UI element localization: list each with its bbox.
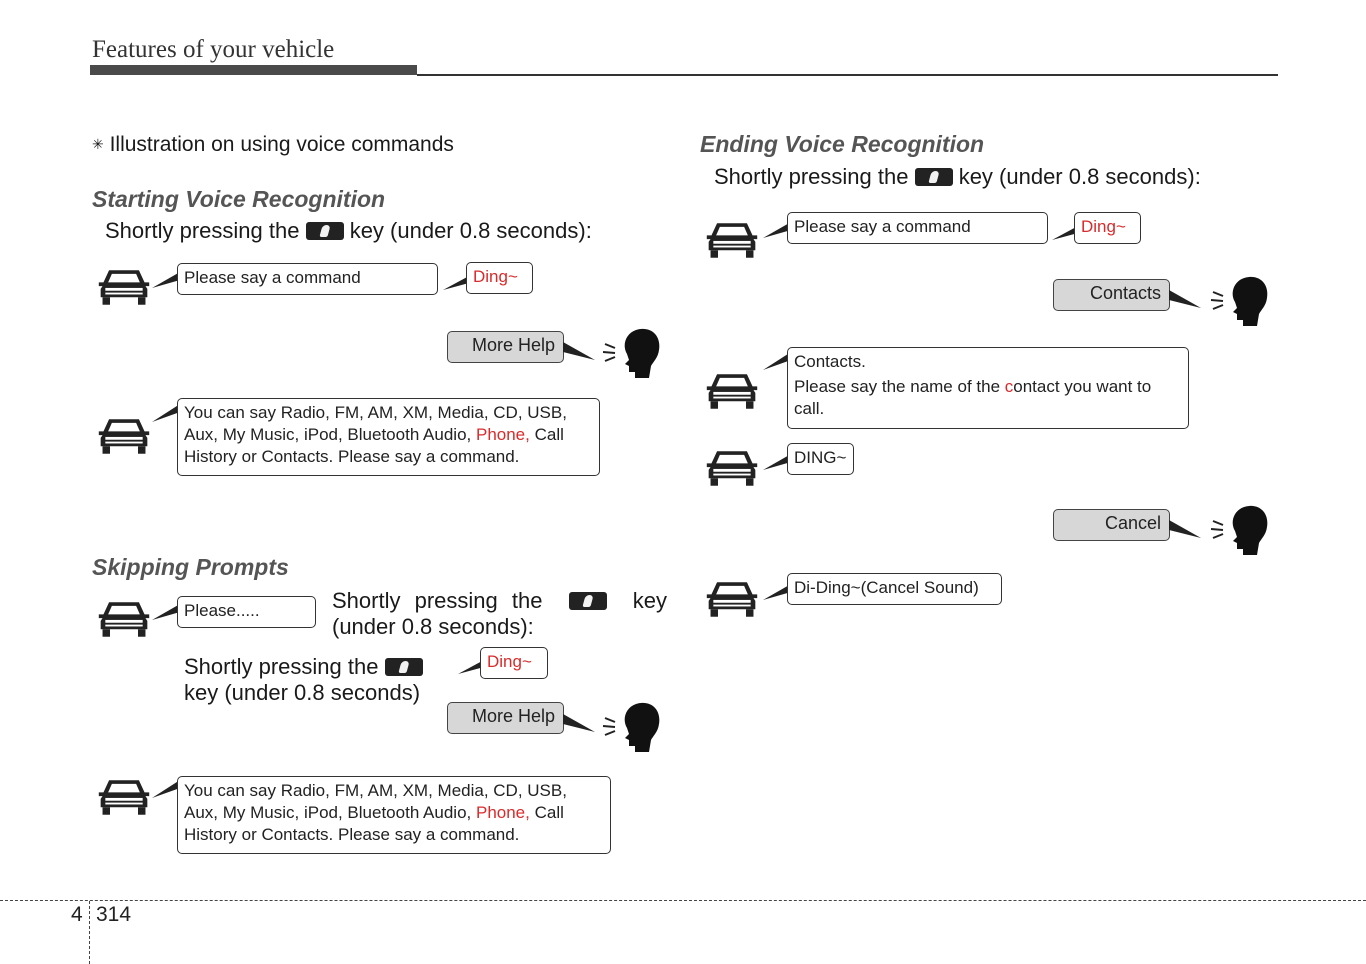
response-line: Please say the name of the contact you want to [794,377,1152,396]
ding-bubble: Ding~ [466,262,533,294]
instr-text: (under 0.8 seconds): [332,614,534,639]
instr-text: key (under 0.8 seconds): [349,218,592,243]
ding-bubble: Ding~ [1074,212,1141,244]
response-line: History or Contacts. Please say a command. [184,447,520,466]
prompt-bubble: Please..... [177,596,316,628]
chapter-number: 4 [71,903,83,926]
ding-bubble: DING~ [787,443,854,475]
skip-instruction-1 [332,588,667,640]
voice-key-icon [569,592,607,610]
instr-text: Shortly pressing the [184,654,379,679]
speaking-head-icon [598,700,664,756]
user-command-more-help: More Help [447,702,564,734]
car-icon [704,578,760,620]
prompt-bubble: Please say a command [787,212,1048,244]
prompt-bubble: Please say a command [177,263,438,295]
instr-text: Shortly pressing the [714,164,909,189]
voice-key-icon [915,168,953,186]
speech-pointer [1169,286,1203,312]
heading-starting: Starting Voice Recognition [92,186,386,212]
intro-note [92,133,454,157]
contacts-response-bubble [787,347,1189,429]
speech-pointer [563,710,597,736]
instr-text: Shortly pressing the [105,218,300,243]
intro-text: Illustration on using voice commands [109,133,454,156]
heading-ending: Ending Voice Recognition [700,131,985,157]
response-line: call. [794,399,825,418]
user-command-more-help: More Help [447,331,564,363]
instr-text: key (under 0.8 seconds): [958,164,1201,189]
response-line: Aux, My Music, iPod, Bluetooth Audio, Phone, Call [184,425,564,444]
response-line: You can say Radio, FM, AM, XM, Media, CD, USB, [184,781,567,800]
ding-bubble: Ding~ [480,647,548,679]
speaking-head-icon [1206,503,1272,559]
response-bubble [177,776,611,854]
header-bar [90,65,417,75]
response-line: Contacts. [794,352,866,371]
response-line: You can say Radio, FM, AM, XM, Media, CD, USB, [184,403,567,422]
response-line: History or Contacts. Please say a command. [184,825,520,844]
car-icon [96,266,152,308]
user-command-contacts: Contacts [1053,279,1170,311]
car-icon [96,776,152,818]
instr-text: key [632,588,667,613]
instr-text: Shortly pressing the [332,588,543,613]
heading-skipping: Skipping Prompts [92,554,289,580]
car-icon [704,447,760,489]
page-number: 314 [96,903,132,926]
car-icon [704,370,760,412]
speaking-head-icon [1206,274,1272,330]
starting-instruction [105,218,592,244]
response-bubble [177,398,600,476]
asterisk-icon: ✳ [92,136,104,152]
car-icon [96,598,152,640]
voice-key-icon [385,658,423,676]
speech-pointer [1169,516,1203,542]
page-header-title: Features of your vehicle [92,36,335,63]
cancel-response-bubble: Di-Ding~(Cancel Sound) [787,573,1002,605]
header-rule [417,74,1278,76]
response-line: Aux, My Music, iPod, Bluetooth Audio, Phone, Call [184,803,564,822]
skip-instruction-2 [184,654,423,706]
footer-divider [89,901,90,964]
car-icon [704,219,760,261]
speaking-head-icon [598,326,664,382]
ending-instruction [714,164,1201,190]
car-icon [96,415,152,457]
instr-text: key (under 0.8 seconds) [184,680,421,705]
user-command-cancel: Cancel [1053,509,1170,541]
voice-key-icon [306,222,344,240]
footer-rule [0,900,1366,901]
speech-pointer [563,338,597,364]
